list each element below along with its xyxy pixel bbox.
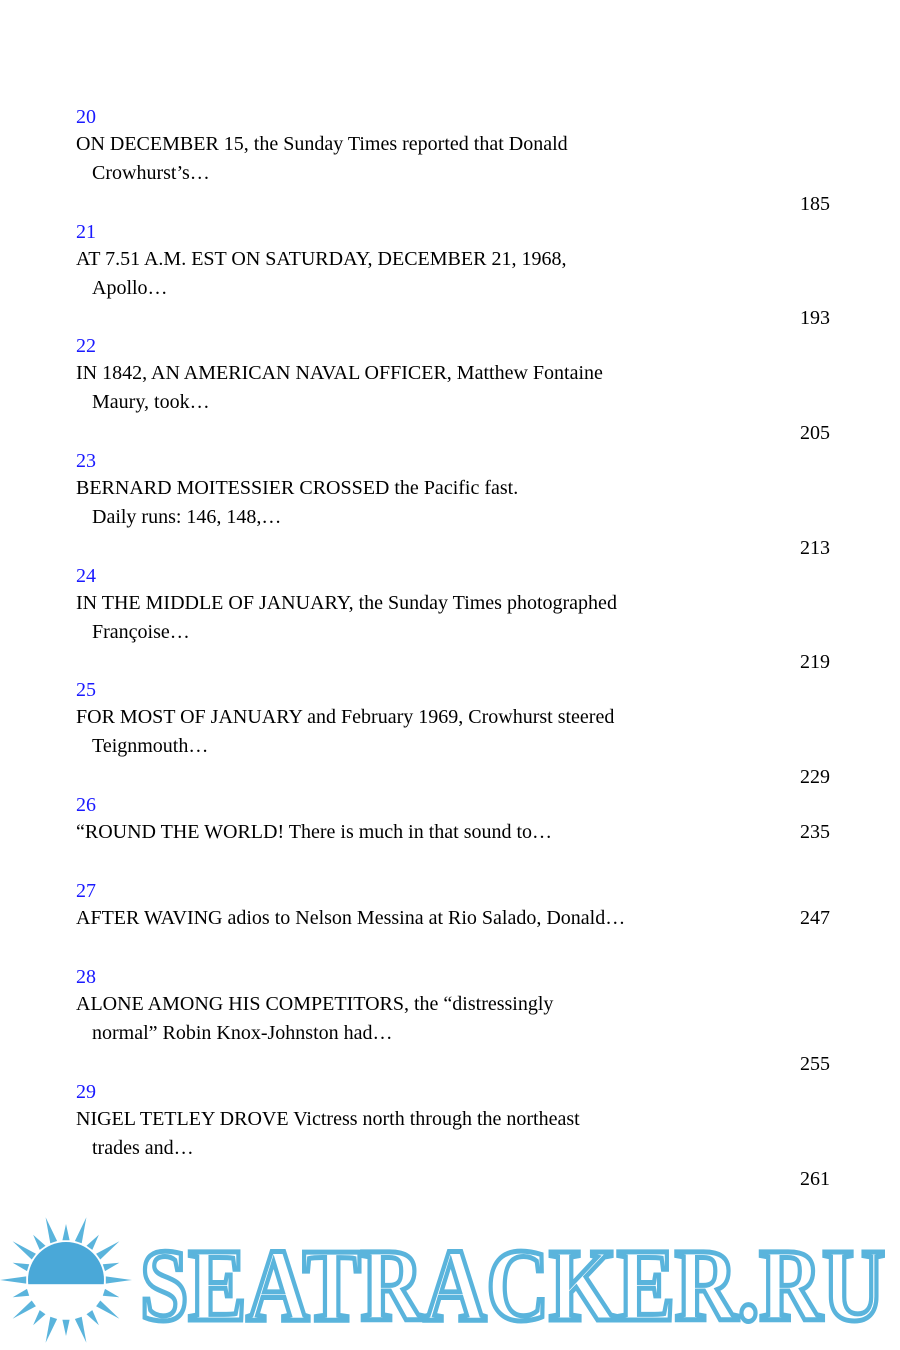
chapter-number-link[interactable]: 20 (76, 106, 96, 128)
entry-text-line2: trades and… (92, 1136, 194, 1159)
page-number: 255 (800, 1052, 830, 1075)
entry-text-line2: normal” Robin Knox-Johnston had… (92, 1022, 393, 1045)
sun-ray (33, 1235, 45, 1250)
chapter-number-link[interactable]: 23 (76, 450, 96, 473)
watermark-text: SEATRACKER.RU (140, 1228, 885, 1343)
page-number: 261 (800, 1167, 830, 1190)
sun-ray (13, 1301, 36, 1319)
sun-ray (13, 1289, 30, 1297)
sun-disc (28, 1242, 104, 1318)
entry-text-line1: AT 7.51 A.M. EST ON SATURDAY, DECEMBER 21, 1968, (76, 247, 567, 270)
entry-text-line1: FOR MOST OF JANUARY and February 1969, Crowhurst steered (76, 706, 615, 729)
entry-text-line2: Crowhurst’s… (92, 162, 210, 184)
sun-ray (75, 1317, 87, 1343)
toc-entry (76, 448, 836, 563)
toc-entry (76, 964, 836, 1079)
page-number: 193 (800, 307, 830, 330)
toc-entry (76, 563, 836, 678)
page-number: 235 (800, 821, 830, 844)
toc-entry (76, 1079, 836, 1194)
page-number: 219 (800, 651, 830, 674)
page-number: 229 (800, 766, 830, 789)
page-number: 205 (800, 422, 830, 445)
page-number: 185 (800, 192, 830, 215)
sun-ray (33, 1310, 45, 1325)
sun-ray (62, 1320, 69, 1336)
sun-ray (46, 1317, 58, 1343)
sun-ray (75, 1217, 87, 1243)
entry-text-line2: Teignmouth… (92, 735, 209, 758)
chapter-number-link[interactable]: 29 (76, 1080, 96, 1103)
entry-text-line1: ON DECEMBER 15, the Sunday Times reported that Donald (76, 133, 568, 155)
chapter-number-link[interactable]: 25 (76, 679, 96, 702)
page-number: 213 (800, 536, 830, 559)
toc-entry (76, 878, 836, 964)
entry-text-line2: Apollo… (92, 276, 168, 299)
table-of-contents (76, 104, 836, 1194)
toc-entry (76, 104, 836, 219)
sun-ray (96, 1241, 119, 1259)
sun-ray (0, 1276, 26, 1283)
sun-ray (96, 1301, 119, 1319)
chapter-number-link[interactable]: 21 (76, 220, 96, 243)
sun-ray (62, 1224, 69, 1240)
entry-text-line1: IN 1842, AN AMERICAN NAVAL OFFICER, Matthew Fontaine (76, 362, 603, 385)
entry-text-line1: ALONE AMONG HIS COMPETITORS, the “distressingly (76, 993, 554, 1016)
chapter-number-link[interactable]: 26 (76, 794, 96, 817)
chapter-number-link[interactable]: 24 (76, 564, 96, 587)
entry-text-line1: NIGEL TETLEY DROVE Victress north through the northeast (76, 1107, 580, 1130)
toc-entry (76, 333, 836, 448)
sun-ray (13, 1241, 36, 1259)
sun-ray (106, 1276, 132, 1283)
chapter-number-link[interactable]: 27 (76, 880, 96, 903)
entry-text-line1: AFTER WAVING adios to Nelson Messina at Rio Salado, Donald… (76, 907, 626, 930)
sun-icon (0, 1217, 132, 1343)
seatracker-watermark (0, 1212, 900, 1350)
sun-ray (87, 1310, 99, 1325)
sun-ray (103, 1263, 120, 1271)
entry-text-line2: Françoise… (92, 620, 190, 643)
toc-entry (76, 792, 836, 878)
entry-text-line2: Maury, took… (92, 391, 210, 414)
sun-ray (13, 1263, 30, 1271)
sun-ray (103, 1289, 120, 1297)
chapter-number-link[interactable]: 28 (76, 966, 96, 989)
toc-entry (76, 219, 836, 334)
page-number: 247 (800, 907, 830, 930)
entry-text-line1: BERNARD MOITESSIER CROSSED the Pacific fast. (76, 477, 519, 500)
chapter-number-link[interactable]: 22 (76, 335, 96, 358)
entry-text-line1: IN THE MIDDLE OF JANUARY, the Sunday Times photographed (76, 591, 617, 614)
entry-text-line2: Daily runs: 146, 148,… (92, 506, 282, 529)
sun-ray (87, 1235, 99, 1250)
entry-text-line1: “ROUND THE WORLD! There is much in that sound to… (76, 821, 553, 844)
sun-ray (46, 1217, 58, 1243)
toc-entry (76, 677, 836, 792)
